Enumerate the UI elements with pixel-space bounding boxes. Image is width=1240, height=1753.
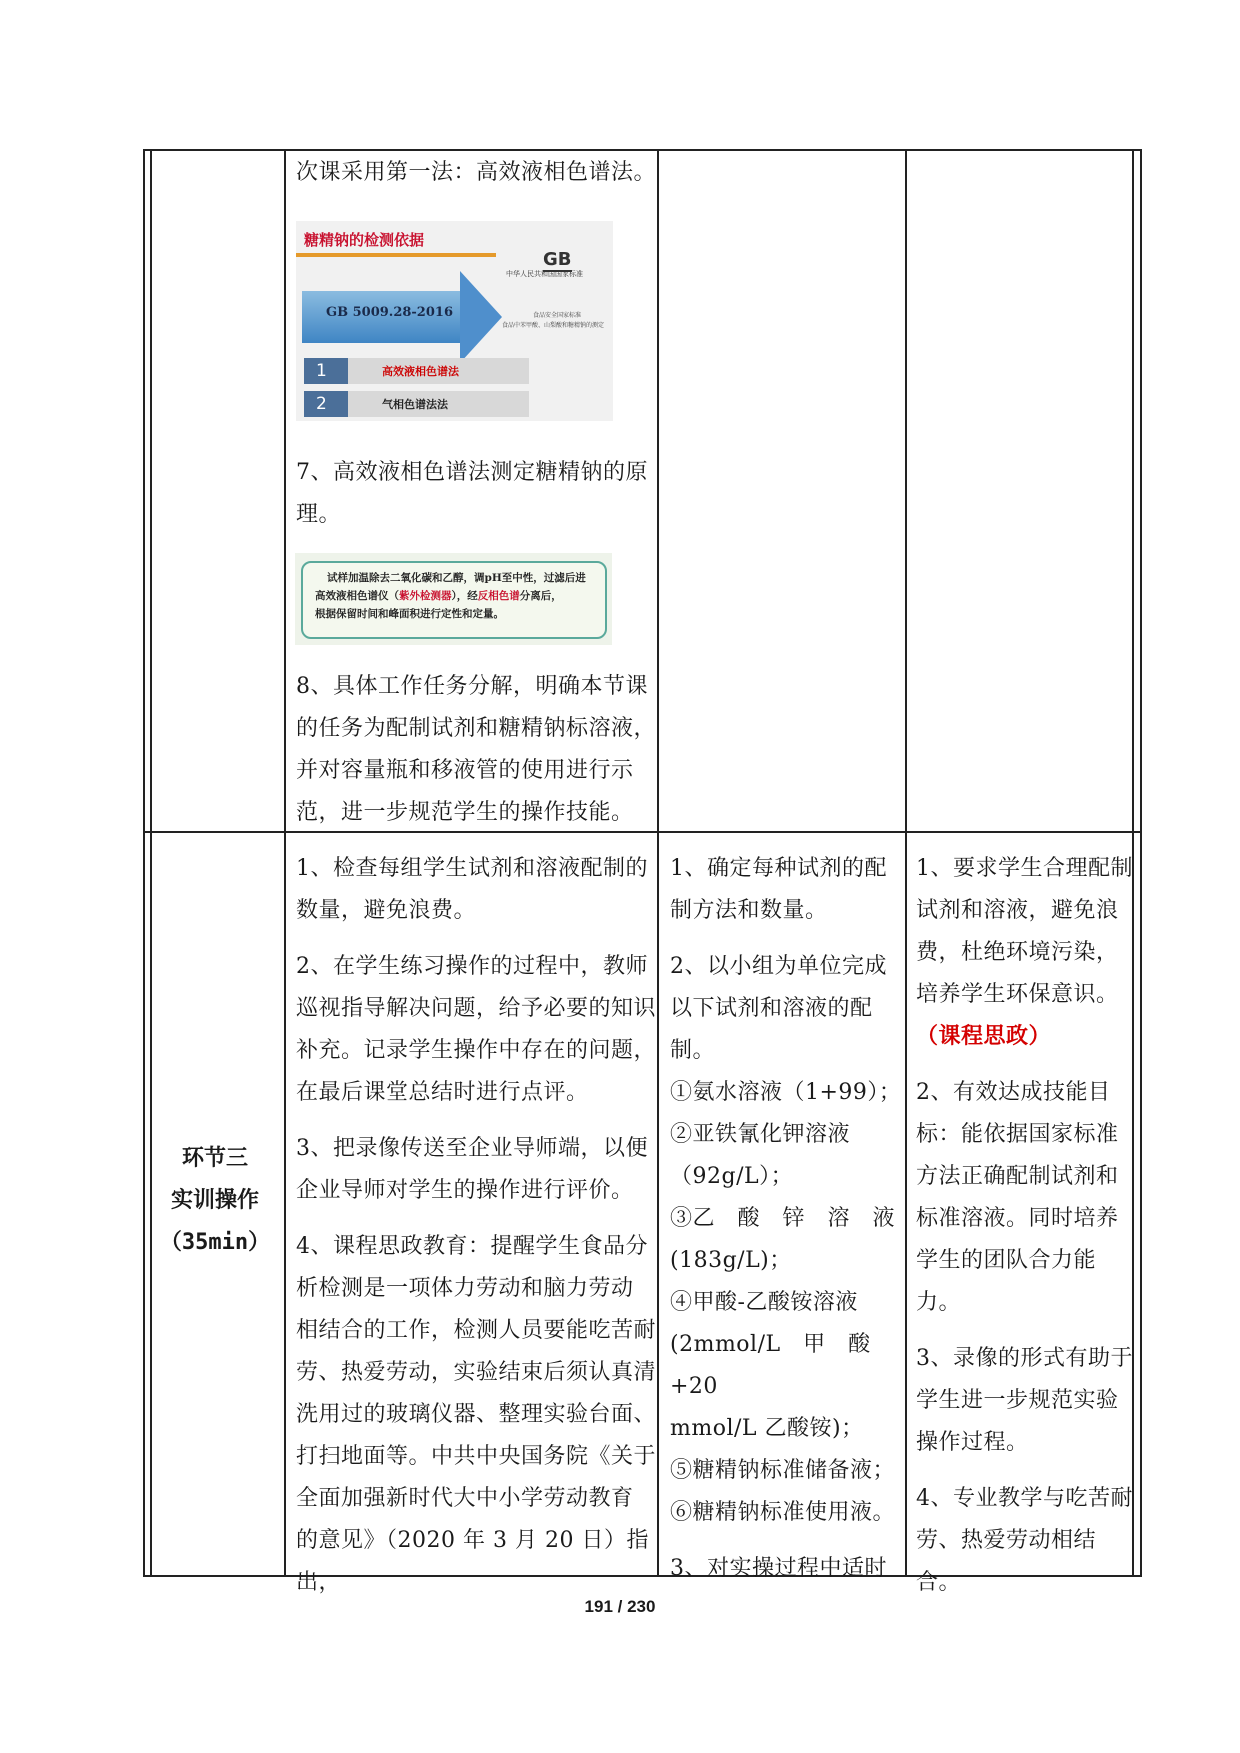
text-line: ③乙 酸 锌 溶 液 [670,1206,896,1231]
row1-content-p1: 次课采用第一法：高效液相色谱法。 [296,160,657,185]
text-line: 的任务为配制试剂和糖精钠标溶液， [296,716,657,741]
table-border-top [143,149,1141,151]
text-line: 1、确定每种试剂的配 [670,856,887,881]
teacher-item [296,1226,668,1604]
title-underline [296,253,496,257]
standard-subtitle [502,311,612,331]
student-activities [670,848,904,1604]
text-line: mmol/L 乙酸铵)； [670,1416,864,1441]
table-border-left [143,149,145,1577]
stage-label [145,1138,285,1264]
text-line: 的意见》（2020 年 3 月 20 日）指出， [296,1528,649,1595]
table-border-left-inner [150,149,152,1577]
text-line: ②亚铁氰化钾溶液 [670,1122,851,1147]
text-line: 学生进一步规范实验 [916,1388,1119,1413]
row1-content-p2 [296,452,666,536]
text-line: 洗用过的玻璃仪器、整理实验台面、 [296,1402,657,1427]
ideological-tag: （课程思政） [916,1024,1052,1049]
text-line: 力。 [916,1290,962,1315]
text-line: 标：能依据国家标准 [916,1122,1119,1147]
text-line: 数量，避免浪费。 [296,898,477,923]
text-line: 3、对实操过程中适时 [670,1556,887,1581]
text-line: ⑥糖精钠标准使用液。 [670,1500,896,1525]
text-line: 试剂和溶液，避免浪 [916,898,1119,923]
text-line: 培养学生环保意识。 [916,982,1119,1007]
arrow-head-icon [460,271,502,363]
intent-item [916,1338,1136,1464]
detection-basis-figure [296,221,613,421]
student-item [670,946,904,1534]
text-line: 2、在学生练习操作的过程中，教师 [296,954,648,979]
teacher-item [296,1128,668,1212]
principle-seg: 高效液相色谱仪（ [315,590,399,602]
table-border-right [1140,149,1142,1577]
text-line: 3、把录像传送至企业导师端，以便 [296,1136,648,1161]
text-line: 8、具体工作任务分解，明确本节课 [296,674,648,699]
principle-figure [295,553,612,645]
text-line: ①氨水溶液（1+99）； [670,1080,902,1105]
text-line: 1、检查每组学生试剂和溶液配制的 [296,856,648,881]
text-line: 7、高效液相色谱法测定糖精钠的原 [296,460,648,485]
method-item [304,358,529,384]
text-line: 3、录像的形式有助于 [916,1346,1133,1371]
text-line: 在最后课堂总结时进行点评。 [296,1080,589,1105]
principle-line: 根据保留时间和峰面积进行定性和定量。 [315,608,504,620]
standard-subtitle-line2: 食品中苯甲酸、山梨酸和糖精钠的测定 [502,322,605,329]
text-line: (183g/L)； [670,1248,792,1273]
method-item [304,391,529,417]
principle-line: 试样加温除去二氧化碳和乙醇，调pH至中性，过滤后进 [327,572,586,584]
text-line: 制。 [670,1038,716,1063]
teacher-item [296,946,668,1114]
design-intent [916,848,1136,1618]
row1-content-p3 [296,666,666,834]
teacher-activities [296,848,668,1618]
text-line: 2、有效达成技能目 [916,1080,1111,1105]
stage-title: 实训操作 [170,1188,259,1213]
principle-seg: 分离后， [519,590,562,602]
text-line: 1、要求学生合理配制 [916,856,1133,881]
text-line: 2、以小组为单位完成 [670,954,887,979]
text-line: 方法正确配制试剂和 [916,1164,1119,1189]
figure-title: 糖精钠的检测依据 [304,231,425,249]
standard-code: GB 5009.28-2016 [326,305,453,320]
column-divider-1 [284,149,286,1577]
text-line: 劳、热爱劳动相结合。 [916,1528,1097,1595]
method-label: 高效液相色谱法 [382,365,459,378]
text-line: (2mmol/L 甲 酸 +20 [670,1332,894,1399]
principle-box [301,561,607,639]
principle-line [315,587,599,605]
uv-detector-highlight: 紫外检测器 [399,590,452,602]
text-line: 4、课程思政教育：提醒学生食品分 [296,1234,648,1259]
teacher-item [296,848,668,932]
text-line: 4、专业教学与吃苦耐 [916,1486,1133,1511]
student-item [670,848,904,932]
method-label: 气相色谱法法 [382,398,448,411]
column-divider-3 [905,149,907,1577]
method-number: 1 [304,358,348,384]
text-line: ④甲酸-乙酸铵溶液 [670,1290,858,1315]
text-line: 学生的团队合力能 [916,1248,1097,1273]
text-line: 理。 [296,502,342,527]
reverse-phase-highlight: 反相色谱 [477,590,520,602]
text-line: 并对容量瓶和移液管的使用进行示 [296,758,634,783]
text-line: 制方法和数量。 [670,898,828,923]
principle-seg: ），经 [451,590,478,602]
intent-item [916,1478,1136,1604]
text-line: 巡视指导解决问题，给予必要的知识 [296,996,657,1021]
principle-text [315,569,599,623]
text-line: 以下试剂和溶液的配 [670,996,873,1021]
intent-item [916,1072,1136,1324]
standard-subtitle-line1: 食品安全国家标准 [532,312,581,319]
stage-name: 环节三 [181,1146,248,1171]
stage-duration: （35min） [159,1230,271,1255]
text-line: 范，进一步规范学生的操作技能。 [296,800,634,825]
text-line: ⑤糖精钠标准储备液； [670,1458,896,1483]
text-line: 劳、热爱劳动，实验结束后须认真清 [296,1360,657,1385]
gb-issuer: 中华人民共和国国家标准 [506,270,583,278]
student-item [670,1548,904,1590]
text-line: （92g/L）； [670,1164,794,1189]
page-number: 191 / 230 [584,1597,656,1616]
text-line: 析检测是一项体力劳动和脑力劳动 [296,1276,634,1301]
method-number: 2 [304,391,348,417]
text-line: 操作过程。 [916,1430,1029,1455]
text-line: 标准溶液。同时培养 [916,1206,1119,1231]
text-line: 企业导师对学生的操作进行评价。 [296,1178,634,1203]
intent-item [916,848,1136,1016]
gb-logo: GB [543,249,572,270]
text-line: 全面加强新时代大中小学劳动教育 [296,1486,634,1511]
text-line: 打扫地面等。中共中央国务院《关于 [296,1444,657,1469]
text-line: 费，杜绝环境污染， [916,940,1119,965]
text-line: 补充。记录学生操作中存在的问题， [296,1038,657,1063]
text-line: 相结合的工作，检测人员要能吃苦耐 [296,1318,657,1343]
